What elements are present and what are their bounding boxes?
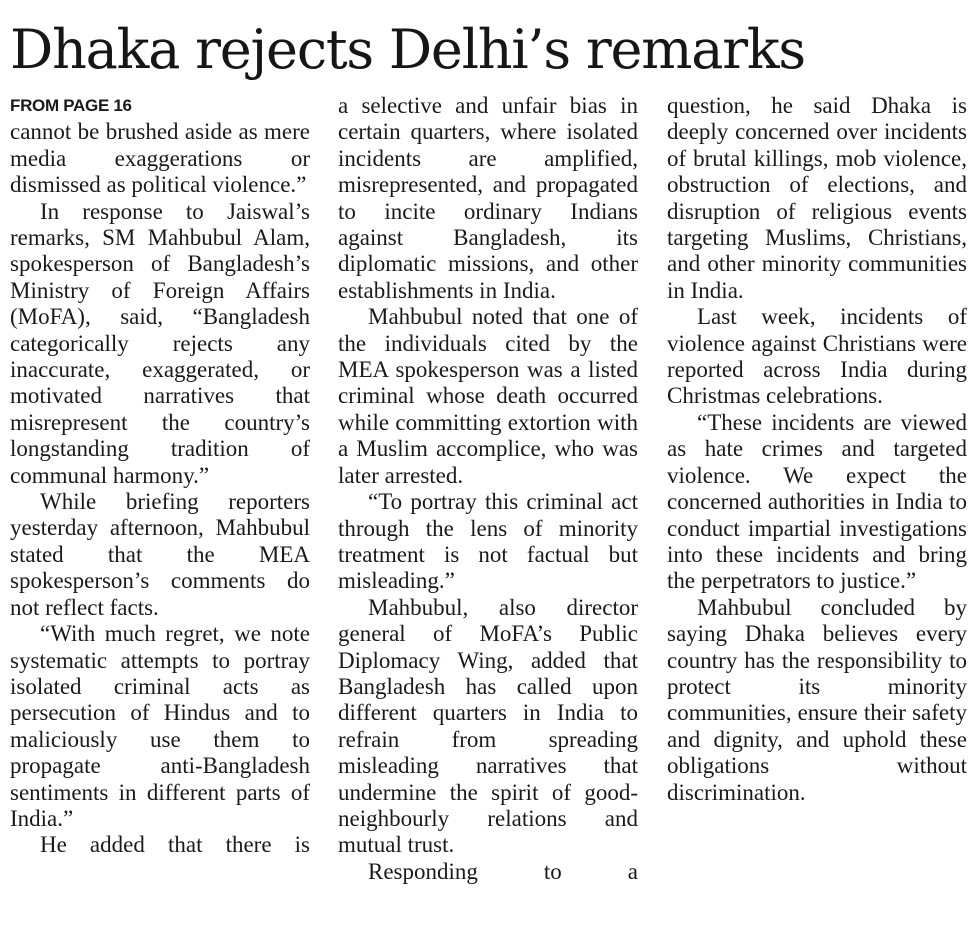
paragraph: He added that there is <box>40 832 310 858</box>
headline: Dhaka rejects Delhi’s remarks <box>10 18 805 81</box>
paragraph: Mahbubul noted that one of the individuals cited by the MEA spokesperson was a listed criminal whose death occurred while committing extortion with a Muslim accomplice, who was later arrested. <box>338 304 638 488</box>
paragraph: While briefing reporters yesterday afternoon, Mahbubul stated that the MEA spokesperson’s comments do not reflect facts. <box>10 489 310 620</box>
paragraph: question, he said Dhaka is deeply concerned over incidents of brutal killings, mob violence, obstruction of elections, and disruption of religious events targeting Muslims, Christians, and other minority communities in India. <box>667 93 967 303</box>
paragraph: In response to Jaiswal’s remarks, SM Mahbubul Alam, spokesperson of Bangladesh’s Ministry of Foreign Affairs (MoFA), said, “Bangladesh categorically rejects any inaccurate, exaggerated, or motivated narratives that misrepresent the country’s longstanding tradition of communal harmony.” <box>10 198 310 488</box>
paragraph: Mahbubul concluded by saying Dhaka believes every country has the responsibility to protect its minority communities, ensure their safety and dignity, and uphold these obligations without discrimination. <box>667 594 967 805</box>
paragraph: “With much regret, we note systematic attempts to portray isolated criminal acts as persecution of Hindus and to maliciously use them to propagate anti-Bangladesh sentiments in different parts of India.” <box>10 621 310 831</box>
article-column-1 <box>10 93 310 859</box>
paragraph: a selective and unfair bias in certain quarters, where isolated incidents are amplified, misrepresented, and propagated to incite ordinary Indians against Bangladesh, its diplomatic missions, and other establishments in India. <box>338 93 638 303</box>
paragraph: “These incidents are viewed as hate crimes and targeted violence. We expect the concerned authorities in India to conduct impartial investigations into these incidents and bring the perpetrators to justice.” <box>667 409 967 594</box>
paragraph: Last week, incidents of violence against Christians were reported across India during Christmas celebrations. <box>667 304 967 409</box>
paragraph: cannot be brushed aside as mere media exaggerations or dismissed as political violence.” <box>10 119 310 198</box>
article-column-2 <box>338 93 638 885</box>
paragraph: “To portray this criminal act through the lens of minority treatment is not factual but misleading.” <box>338 489 638 594</box>
article-column-3 <box>667 93 967 806</box>
page-jump-kicker: FROM PAGE 16 <box>10 96 132 115</box>
paragraph: Mahbubul, also director general of MoFA’s Public Diplomacy Wing, added that Bangladesh has called upon different quarters in India to refrain from spreading misleading narratives that undermine the spirit of good-neighbourly relations and mutual trust. <box>338 594 638 858</box>
paragraph: Responding to a <box>368 858 638 884</box>
